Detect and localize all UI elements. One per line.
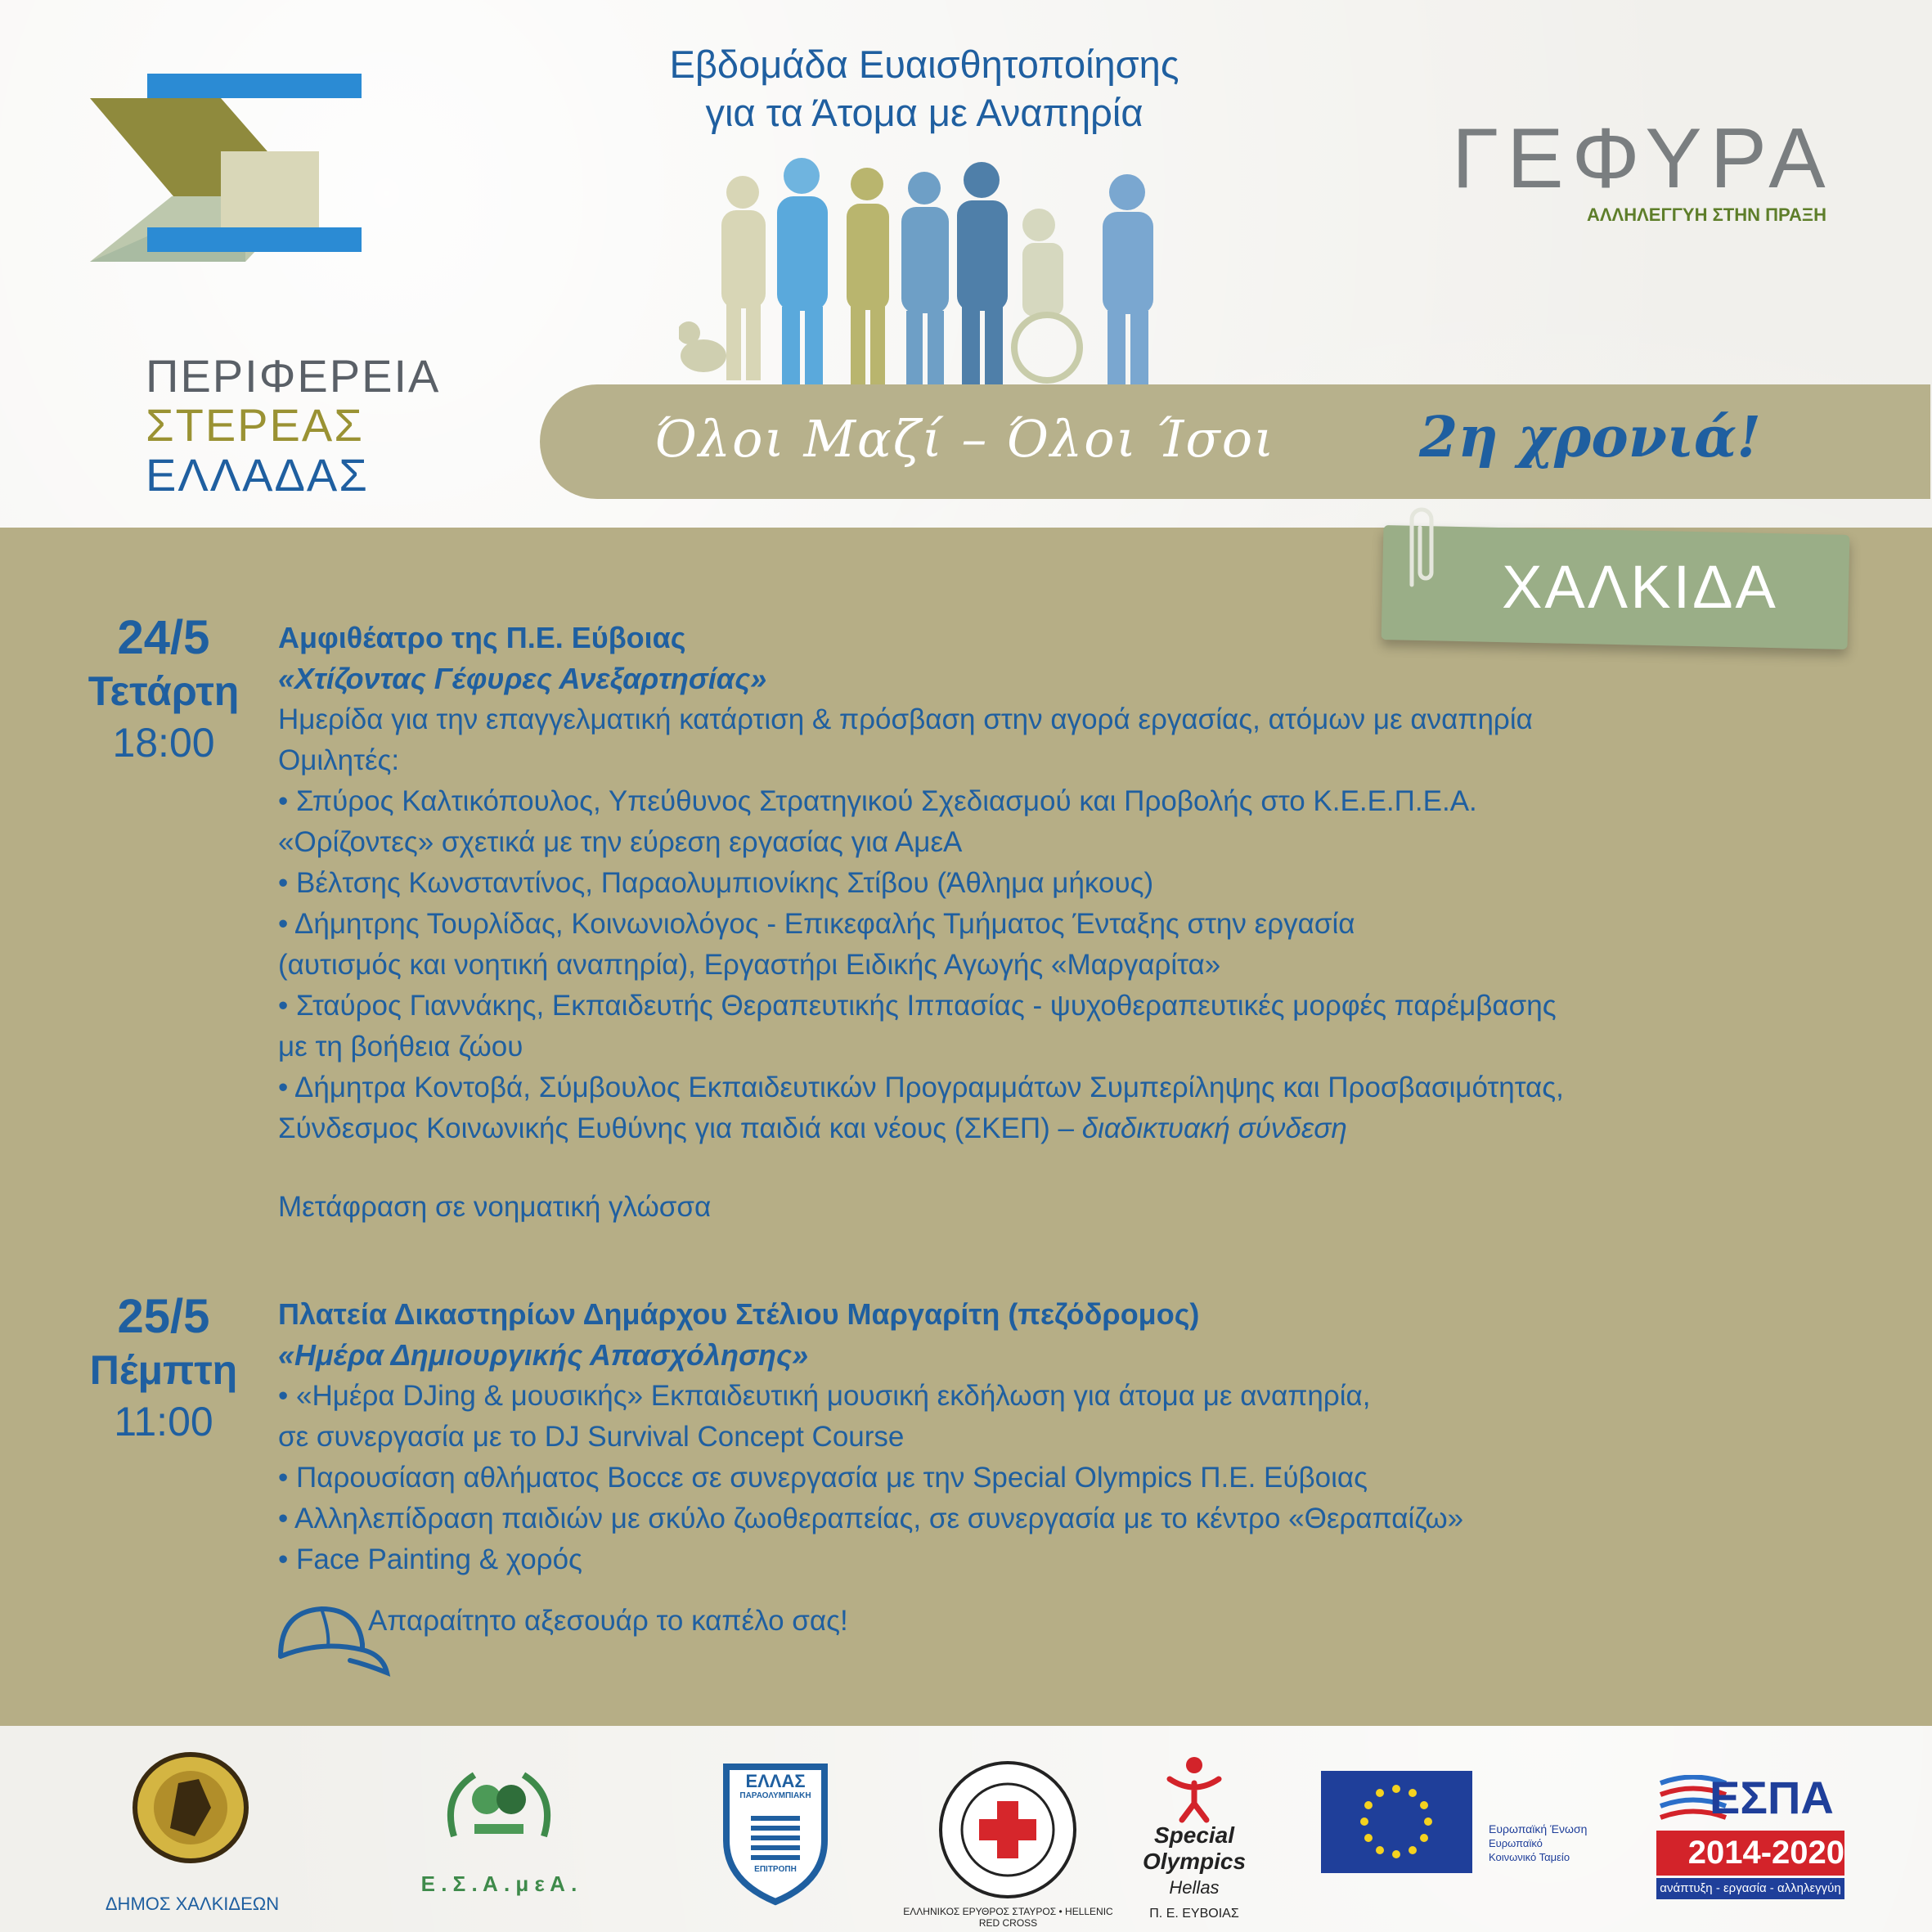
year-badge: 2η χρονιά! bbox=[1419, 405, 1761, 470]
event-1-title: «Χτίζοντας Γέφυρες Ανεξαρτησίας» bbox=[278, 662, 767, 695]
sponsor-logos bbox=[0, 1726, 1932, 1932]
event-2-line: • Παρουσίαση αθλήματος Boccε σε συνεργασία με την Special Olympics Π.Ε. Εύβοιας bbox=[278, 1462, 1368, 1494]
event-2-weekday: Πέμπτη bbox=[89, 1346, 238, 1393]
eu-label-line-3: Κοινωνικό Ταμείο bbox=[1489, 1851, 1570, 1863]
event-1-day: 24/5 bbox=[117, 611, 210, 664]
eu-label bbox=[1489, 1822, 1620, 1864]
special-olympics-label bbox=[1121, 1822, 1268, 1927]
event-1-line: Ομιλητές: bbox=[278, 744, 400, 776]
paralympic-sub-label: ΠΑΡΑΟΛΥΜΠΙΑΚΗ bbox=[739, 1791, 811, 1800]
slogan-text: Όλοι Μαζί – Όλοι Ίσοι bbox=[654, 409, 1276, 469]
dimos-chalkideon-coin-icon bbox=[129, 1750, 252, 1865]
dimos-chalkideon-label: ΔΗΜΟΣ ΧΑΛΚΙΔΕΩΝ bbox=[105, 1894, 280, 1914]
region-line-1: ΠΕΡΙΦΕΡΕΙΑ bbox=[146, 350, 441, 402]
eu-label-line-1: Ευρωπαϊκή Ένωση bbox=[1489, 1822, 1588, 1835]
esamea-logo-icon bbox=[442, 1763, 556, 1861]
event-2-day: 25/5 bbox=[117, 1290, 210, 1343]
event-2-line: • «Ημέρα DJing & μουσικής» Εκπαιδευτική μουσική εκδήλωση για άτομα με αναπηρία, bbox=[278, 1380, 1371, 1412]
campaign-title-line-1: Εβδομάδα Ευαισθητοποίησης bbox=[669, 43, 1179, 86]
city-label: ΧΑΛΚΙΔΑ bbox=[1502, 553, 1778, 621]
event-1-weekday: Τετάρτη bbox=[88, 667, 240, 714]
red-cross-logo-icon bbox=[937, 1759, 1080, 1902]
event-1-line: «Ορίζοντες» σχετικά με την εύρεση εργασίας για ΑμεΑ bbox=[278, 826, 963, 858]
event-1-line: • Σπύρος Καλτικόπουλος, Υπεύθυνος Στρατηγικού Σχεδιασμού και Προβολής στο Κ.Ε.Ε.Π.Ε.Α. bbox=[278, 785, 1477, 817]
event-1-last-line: Σύνδεσμος Κοινωνικής Ευθύνης για παιδιά και νέους (ΣΚΕΠ) – bbox=[278, 1112, 1082, 1144]
gefyra-logo-text: ΓΕΦΥΡΑ bbox=[1452, 111, 1834, 206]
paralympic-top-label: ΕΛΛΑΣ bbox=[745, 1771, 806, 1791]
event-2-date bbox=[53, 1288, 274, 1449]
sigma-logo-icon bbox=[82, 74, 376, 360]
event-2-time: 11:00 bbox=[114, 1398, 213, 1445]
paralympic-ring-label: ΕΠΙΤΡΟΠΗ bbox=[754, 1865, 797, 1874]
special-olympics-line-1: Special bbox=[1153, 1822, 1235, 1848]
cap-note: Απαραίτητο αξεσουάρ το καπέλο σας! bbox=[368, 1605, 848, 1637]
event-1-line: (αυτισμός και νοητική αναπηρία), Εργαστήρι Ειδικής Αγωγής «Μαργαρίτα» bbox=[278, 949, 1221, 981]
event-2-details bbox=[278, 1294, 1849, 1580]
region-name bbox=[146, 350, 441, 501]
event-1-venue: Αμφιθέατρο της Π.Ε. Εύβοιας bbox=[278, 621, 686, 654]
special-olympics-line-3: Hellas bbox=[1169, 1877, 1220, 1898]
event-1-sign-language-note: Μετάφραση σε νοηματική γλώσσα bbox=[278, 1191, 712, 1223]
campaign-title bbox=[663, 41, 1186, 137]
eu-flag-icon bbox=[1321, 1771, 1472, 1873]
event-1-line: • Δήμητρα Κοντοβά, Σύμβουλος Εκπαιδευτικών Προγραμμάτων Συμπερίληψης και Προσβασιμότητας, bbox=[278, 1072, 1564, 1103]
gefyra-tagline: ΑΛΛΗΛΕΓΓΥΗ ΣΤΗΝ ΠΡΑΞΗ bbox=[1587, 204, 1826, 225]
red-cross-label: ΕΛΛΗΝΙΚΟΣ ΕΡΥΘΡΟΣ ΣΤΑΥΡΟΣ • HELLENIC RED CROSS bbox=[903, 1906, 1113, 1929]
event-1-line: • Δήμητρης Τουρλίδας, Κοινωνιολόγος - Επικεφαλής Τμήματος Ένταξης στην εργασία bbox=[278, 908, 1355, 940]
region-line-2: ΣΤΕΡΕΑΣ bbox=[146, 399, 364, 452]
paperclip-icon bbox=[1400, 503, 1441, 593]
event-1-line: Ημερίδα για την επαγγελματική κατάρτιση & πρόσβαση στην αγορά εργασίας, ατόμων με αναπηρία bbox=[278, 703, 1533, 735]
event-2-line: • Αλληλεπίδραση παιδιών με σκύλο ζωοθεραπείας, σε συνεργασία με το κέντρο «Θεραπαίζω» bbox=[278, 1503, 1464, 1534]
event-1-line: • Βέλτσης Κωνσταντίνος, Παραολυμπιονίκης Στίβου (Άθλημα μήκους) bbox=[278, 867, 1154, 899]
event-1-details bbox=[278, 618, 1849, 1228]
special-olympics-figure-icon bbox=[1161, 1750, 1227, 1824]
eu-label-line-2: Ευρωπαϊκό bbox=[1489, 1837, 1543, 1849]
region-line-3: ΕΛΛΑΔΑΣ bbox=[146, 448, 369, 501]
campaign-title-line-2: για τα Άτομα με Αναπηρία bbox=[705, 90, 1143, 134]
event-2-line: • Face Painting & χορός bbox=[278, 1543, 582, 1575]
event-1-line: • Σταύρος Γιαννάκης, Εκπαιδευτής Θεραπευτικής Ιππασίας - ψυχοθεραπευτικές μορφές παρέμβασης bbox=[278, 990, 1557, 1022]
event-1-line bbox=[278, 1108, 1849, 1149]
espa-tagline: ανάπτυξη - εργασία - αλληλεγγύη bbox=[1656, 1878, 1844, 1899]
event-2-title: «Ημέρα Δημιουργικής Απασχόλησης» bbox=[278, 1338, 809, 1372]
espa-years: 2014-2020 bbox=[1656, 1831, 1844, 1876]
event-1-line: με τη βοήθεια ζώου bbox=[278, 1031, 523, 1063]
event-2-venue: Πλατεία Δικαστηρίων Δημάρχου Στέλιου Μαργαρίτη (πεζόδρομος) bbox=[278, 1297, 1200, 1331]
special-olympics-line-4: Π. Ε. ΕΥΒΟΙΑΣ bbox=[1149, 1907, 1239, 1921]
event-1-online-note: διαδικτυακή σύνδεση bbox=[1081, 1112, 1347, 1144]
people-silhouettes-illustration bbox=[679, 151, 1186, 384]
event-1-date bbox=[53, 609, 274, 771]
event-1-time: 18:00 bbox=[112, 719, 215, 766]
espa-word: ΕΣΠΑ bbox=[1710, 1772, 1834, 1823]
event-2-line: σε συνεργασία με το DJ Survival Concept Course bbox=[278, 1421, 905, 1453]
esamea-label: Ε . Σ . Α . μ ε Α . bbox=[420, 1871, 577, 1896]
special-olympics-line-2: Olympics bbox=[1142, 1849, 1247, 1874]
